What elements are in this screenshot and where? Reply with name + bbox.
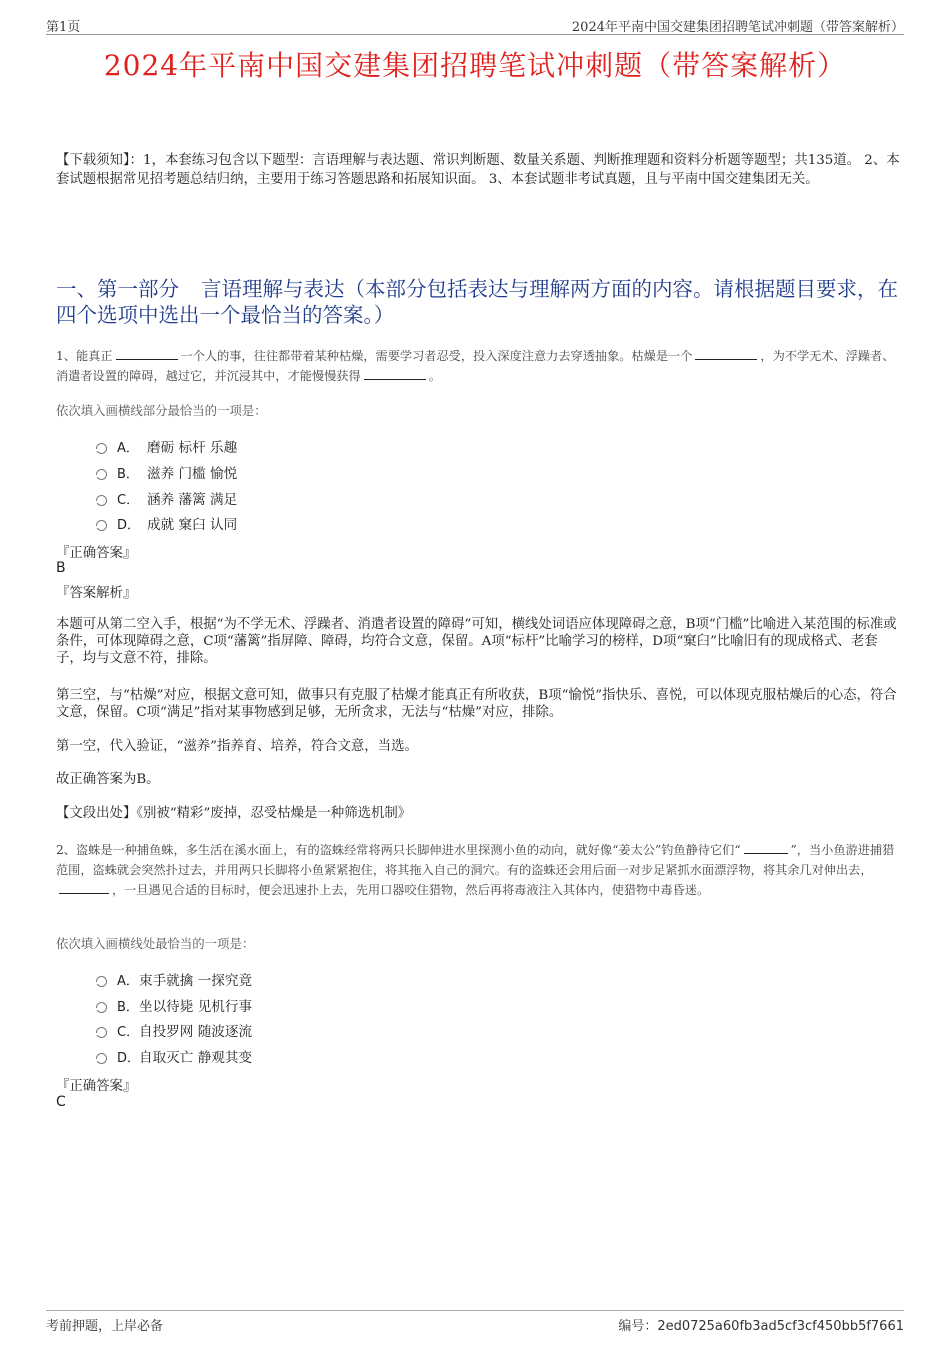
q1-analysis-label: 『答案解析』 (56, 586, 137, 601)
option-text: 束手就擒 一探究竟 (139, 973, 253, 989)
radio-icon[interactable] (96, 469, 107, 480)
option-text: 成就 窠臼 认同 (147, 517, 238, 533)
q1-answer-label: 『正确答案』 (56, 546, 137, 561)
q1-option-b[interactable] (96, 462, 237, 482)
q2-answer: C (56, 1094, 66, 1110)
q1-option-c[interactable] (96, 488, 237, 508)
q2-answer-label: 『正确答案』 (56, 1079, 137, 1094)
section-part: 一、第一部分 (56, 277, 179, 301)
option-text: 自投罗网 随波逐流 (139, 1024, 253, 1040)
option-key: C． (117, 492, 140, 508)
q1-source: 【文段出处】《别被“精彩”废掉，忍受枯燥是一种筛选机制》 (56, 806, 412, 821)
radio-icon[interactable] (96, 1027, 107, 1038)
radio-icon[interactable] (96, 976, 107, 987)
option-text: 磨砺 标杆 乐趣 (147, 440, 238, 456)
q2-option-c[interactable] (96, 1020, 252, 1040)
option-key: D． (117, 1050, 141, 1066)
section-title: 言语理解与表达（本部分包括表达与理解两方面的内容。请根据题目要求，在四个选项中选出一个最恰当的答案。） (56, 277, 898, 327)
footer-code-value: 2ed0725a60fb3ad5cf3cf450bb5f7661 (657, 1319, 904, 1334)
option-key: D． (117, 517, 141, 533)
q1-option-a[interactable] (96, 436, 237, 456)
q1-option-d[interactable] (96, 513, 237, 533)
question-2-prompt: 依次填入画横线处最恰当的一项是： (56, 936, 255, 951)
question-1-stem (56, 346, 904, 386)
q1-text-4: 。 (428, 369, 441, 383)
option-key: C． (117, 1024, 140, 1040)
question-1-prompt: 依次填入画横线部分最恰当的一项是： (56, 403, 267, 418)
q1-analysis-paragraph: 故正确答案为B。 (56, 772, 160, 787)
q1-text-2: 一个人的事，往往都带着某种枯燥，需要学习者忍受，投入深度注意力去穿透抽象。枯燥是一个 (180, 349, 693, 363)
q2-text-3: ，一旦遇见合适的目标时，便会迅速扑上去，先用口器咬住猎物，然后再将毒液注入其体内，使猎物中毒昏迷。 (112, 883, 710, 897)
q1-blank-1 (116, 347, 178, 360)
q1-answer: B (56, 560, 66, 576)
option-text: 坐以待毙 见机行事 (139, 999, 253, 1015)
document-title: 2024年平南中国交建集团招聘笔试冲刺题（带答案解析） (103, 49, 847, 82)
option-key: A． (117, 440, 139, 456)
radio-icon[interactable] (96, 495, 107, 506)
q2-text-1: 2、盗蛛是一种捕鱼蛛，多生活在溪水面上，有的盗蛛经常将两只长脚伸进水里探测小鱼的动向，就好像“姜太公”钓鱼静待它们“ (56, 843, 741, 857)
section-heading (56, 276, 916, 328)
q1-blank-2 (695, 347, 757, 360)
footer-code-label: 编号： (618, 1319, 658, 1334)
option-text: 自取灭亡 静观其变 (139, 1050, 253, 1066)
radio-icon[interactable] (96, 520, 107, 531)
option-text: 滋养 门槛 愉悦 (147, 466, 238, 482)
footer-slogan: 考前押题，上岸必备 (46, 1319, 164, 1334)
q2-option-b[interactable] (96, 995, 252, 1015)
radio-icon[interactable] (96, 1053, 107, 1064)
q2-blank-2 (59, 881, 109, 894)
q1-analysis-paragraph: 本题可从第二空入手，根据“为不学无术、浮躁者、消遣者设置的障碍”可知，横线处词语应体现障碍之意，B项“门槛”比喻进入某范围的标准或条件，可体现障碍之意，C项“藩篱”指屏障、障碍，均符合文意，保留。A项“标杆”比喻学习的榜样，D项“窠臼”比喻旧有的现成格式、老套子，均与文意不符，排除。 (56, 617, 897, 666)
page-header (46, 14, 904, 35)
option-key: B． (117, 466, 139, 482)
header-doc-title: 2024年平南中国交建集团招聘笔试冲刺题（带答案解析） (571, 20, 904, 35)
option-key: B． (117, 999, 139, 1015)
page-number: 第1页 (46, 20, 81, 35)
q2-text-2: ”，当小鱼游进捕猎范围，盗蛛就会突然扑过去，并用两只长脚将小鱼紧紧抱住，将其拖入自己的洞穴。有的盗蛛还会用后面一对步足紧抓水面漂浮物，将其余几对伸出去， (56, 843, 895, 877)
option-key: A． (117, 973, 139, 989)
q1-text-3: ，为不学无术、浮躁者、消遣者设置的障碍，越过它，并沉浸其中，才能慢慢获得 (56, 349, 895, 383)
page-footer (46, 1310, 904, 1333)
footer-code (618, 1315, 904, 1334)
q1-text-1: 1、能真正 (56, 349, 113, 363)
q2-blank-1 (744, 841, 788, 854)
q1-analysis-paragraph: 第一空，代入验证，“滋养”指养育、培养，符合文意，当选。 (56, 739, 418, 754)
radio-icon[interactable] (96, 443, 107, 454)
radio-icon[interactable] (96, 1002, 107, 1013)
option-text: 涵养 藩篱 满足 (147, 492, 238, 508)
download-notice (56, 151, 904, 189)
q1-analysis-paragraph: 第三空，与“枯燥”对应，根据文意可知，做事只有克服了枯燥才能真正有所收获，B项“愉悦”指快乐、喜悦，可以体现克服枯燥后的心态，符合文意，保留。C项“满足”指对某事物感到足够，无所贪求，无法与“枯燥”对应，排除。 (56, 688, 897, 720)
notice-text: ：1，本套练习包含以下题型：言语理解与表达题、常识判断题、数量关系题、判断推理题和资料分析题等题型；共135道。 2、本套试题根据常见招考题总结归纳，主要用于练习答题思路和拓展知识面。 3、本套试题非考试真题，且与平南中国交建集团无关。 (56, 153, 900, 187)
q2-option-a[interactable] (96, 969, 252, 989)
notice-label: 【下载须知】 (56, 153, 130, 168)
q1-blank-3 (364, 367, 426, 380)
q2-option-d[interactable] (96, 1046, 252, 1066)
question-2-stem (56, 840, 904, 900)
